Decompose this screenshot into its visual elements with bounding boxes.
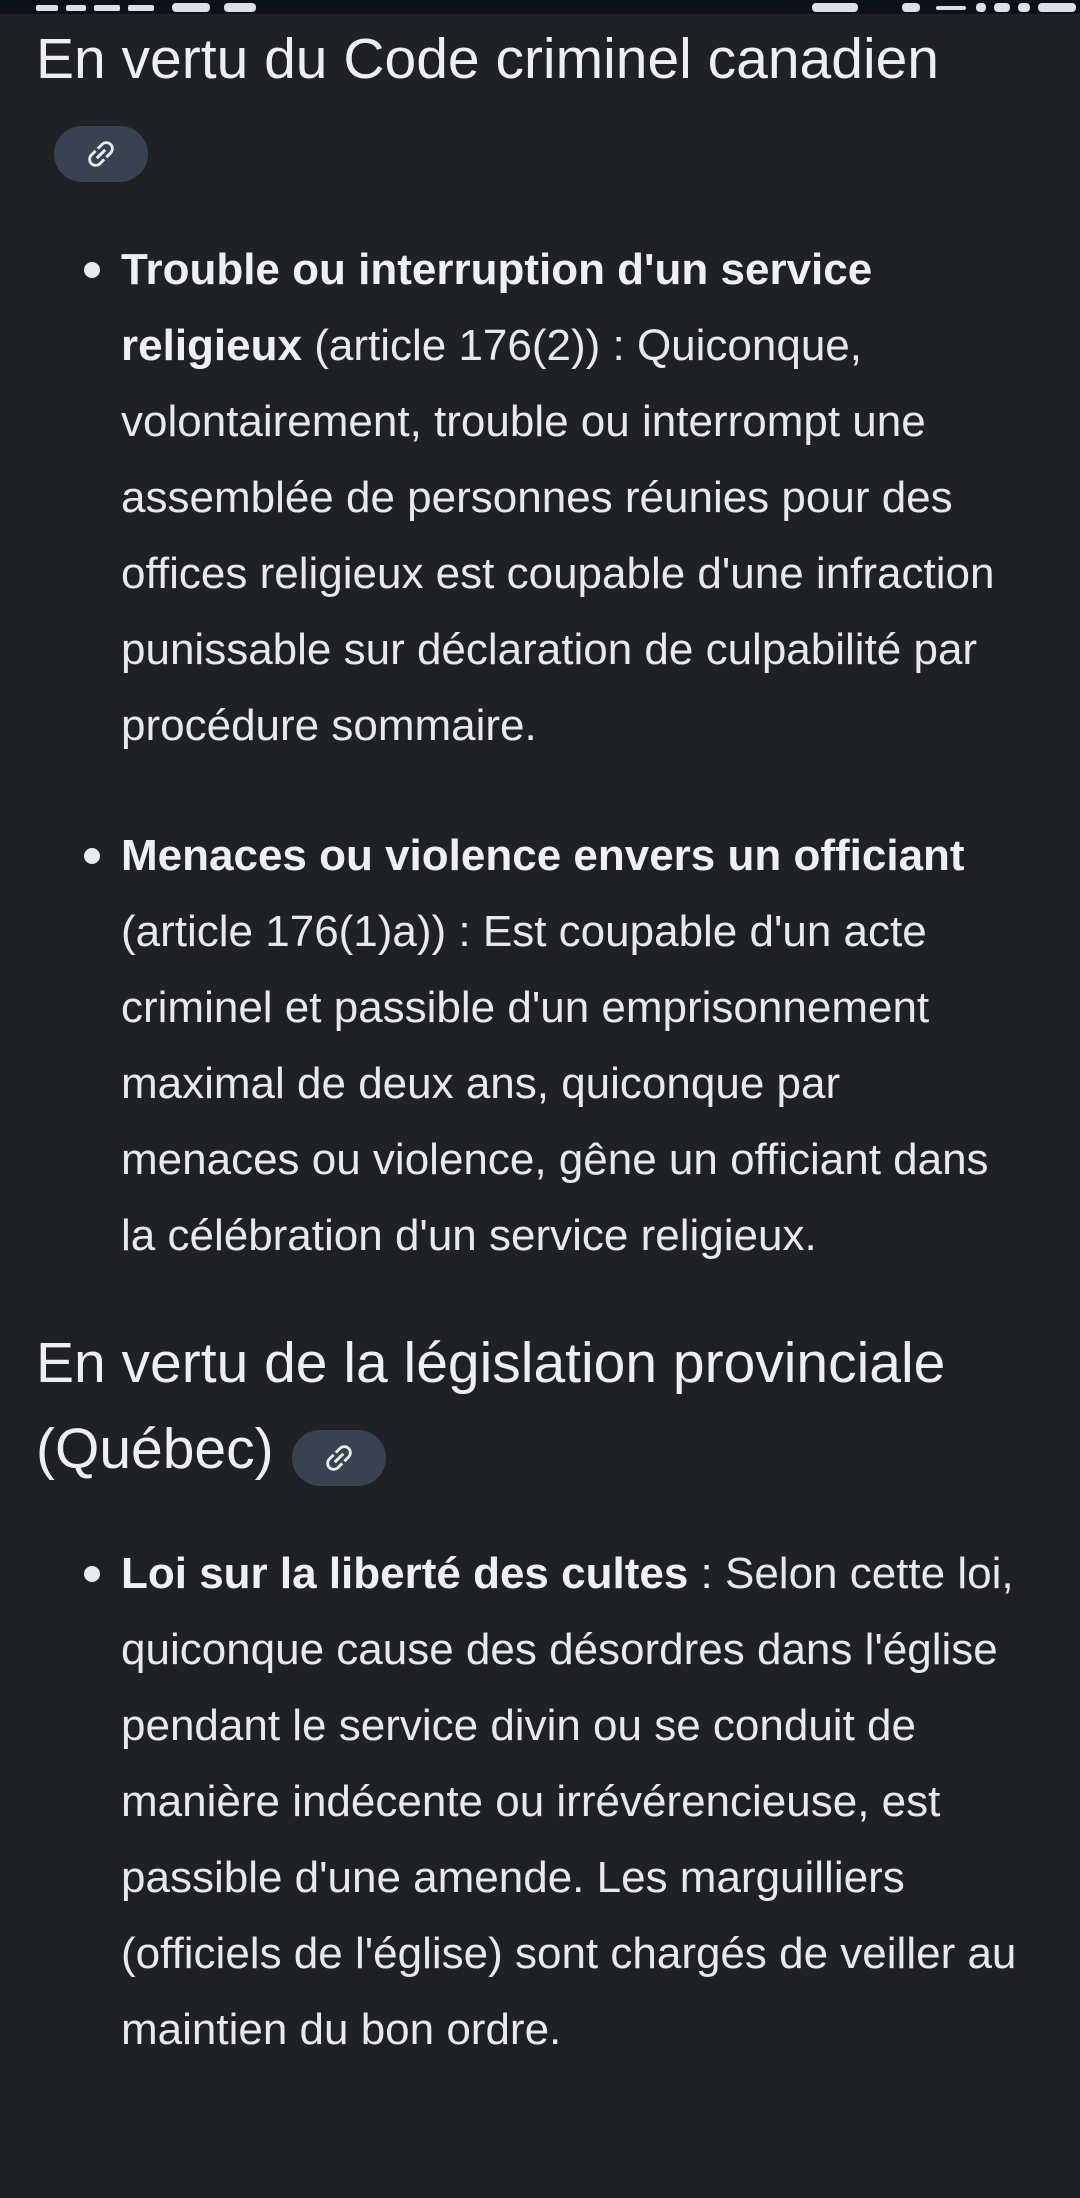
bullet-text: : Selon cette loi, quiconque cause des désordres dans l'église pendant le service divin ou se conduit de manière indécente ou irrévérencieuse, est passible d'une amende. Les marguilliers (officiels de l'église) sont chargés de veiller au maintien du bon ordre. (121, 1549, 1017, 2054)
section-heading-text: En vertu du Code criminel canadien (36, 27, 940, 91)
bullet-list (36, 1536, 1022, 2068)
status-bar (0, 0, 1080, 14)
bullet-icon (84, 262, 100, 278)
notification-icon-fragment (172, 3, 210, 12)
section-heading-text: En vertu de la législation provinciale (Québec) (36, 1331, 946, 1481)
time-text-fragment (66, 5, 86, 11)
link-chip[interactable] (54, 126, 148, 182)
network-icon-fragment (1018, 3, 1030, 12)
list-item (36, 232, 1022, 764)
signal-dots-fragment (936, 6, 966, 10)
bullet-lead: Menaces ou violence envers un officiant (121, 831, 965, 880)
link-icon (76, 129, 127, 180)
time-text-fragment (94, 5, 120, 11)
screen-icon-fragment (812, 3, 858, 12)
bullet-lead: Trouble ou interruption d'un service religieux (121, 245, 873, 370)
bullet-text: (article 176(2)) : Quiconque, volontairement, trouble ou interrompt une assemblée de personnes réunies pour des offices religieux est coupable d'une infraction punissable sur déclaration de culpabilité par procédure sommaire. (121, 321, 995, 750)
assistant-answer (0, 14, 1080, 2068)
section-provincial-law (36, 1320, 1022, 2068)
bullet-icon (84, 1566, 100, 1582)
link-icon (313, 1433, 364, 1484)
link-chip[interactable] (292, 1430, 386, 1486)
time-text-fragment (36, 5, 58, 11)
section-heading (36, 1320, 1022, 1492)
list-item (36, 1536, 1022, 2068)
bullet-lead: Loi sur la liberté des cultes (121, 1549, 689, 1598)
bullet-icon (84, 848, 100, 864)
section-heading (36, 16, 1022, 188)
signal-icon-fragment (976, 3, 986, 12)
bullet-text: (article 176(1)a)) : Est coupable d'un acte criminel et passible d'un emprisonnement maximal de deux ans, quiconque par menaces ou violence, gêne un officiant dans la célébration d'un service religieux. (121, 907, 989, 1260)
wifi-icon-fragment (994, 3, 1010, 12)
time-text-fragment (128, 5, 154, 11)
notification-icon-fragment (224, 3, 256, 12)
list-item (36, 818, 1022, 1274)
section-criminal-code (36, 16, 1022, 1274)
vpn-icon-fragment (902, 3, 920, 12)
battery-icon-fragment (1038, 3, 1076, 12)
bullet-list (36, 232, 1022, 1274)
